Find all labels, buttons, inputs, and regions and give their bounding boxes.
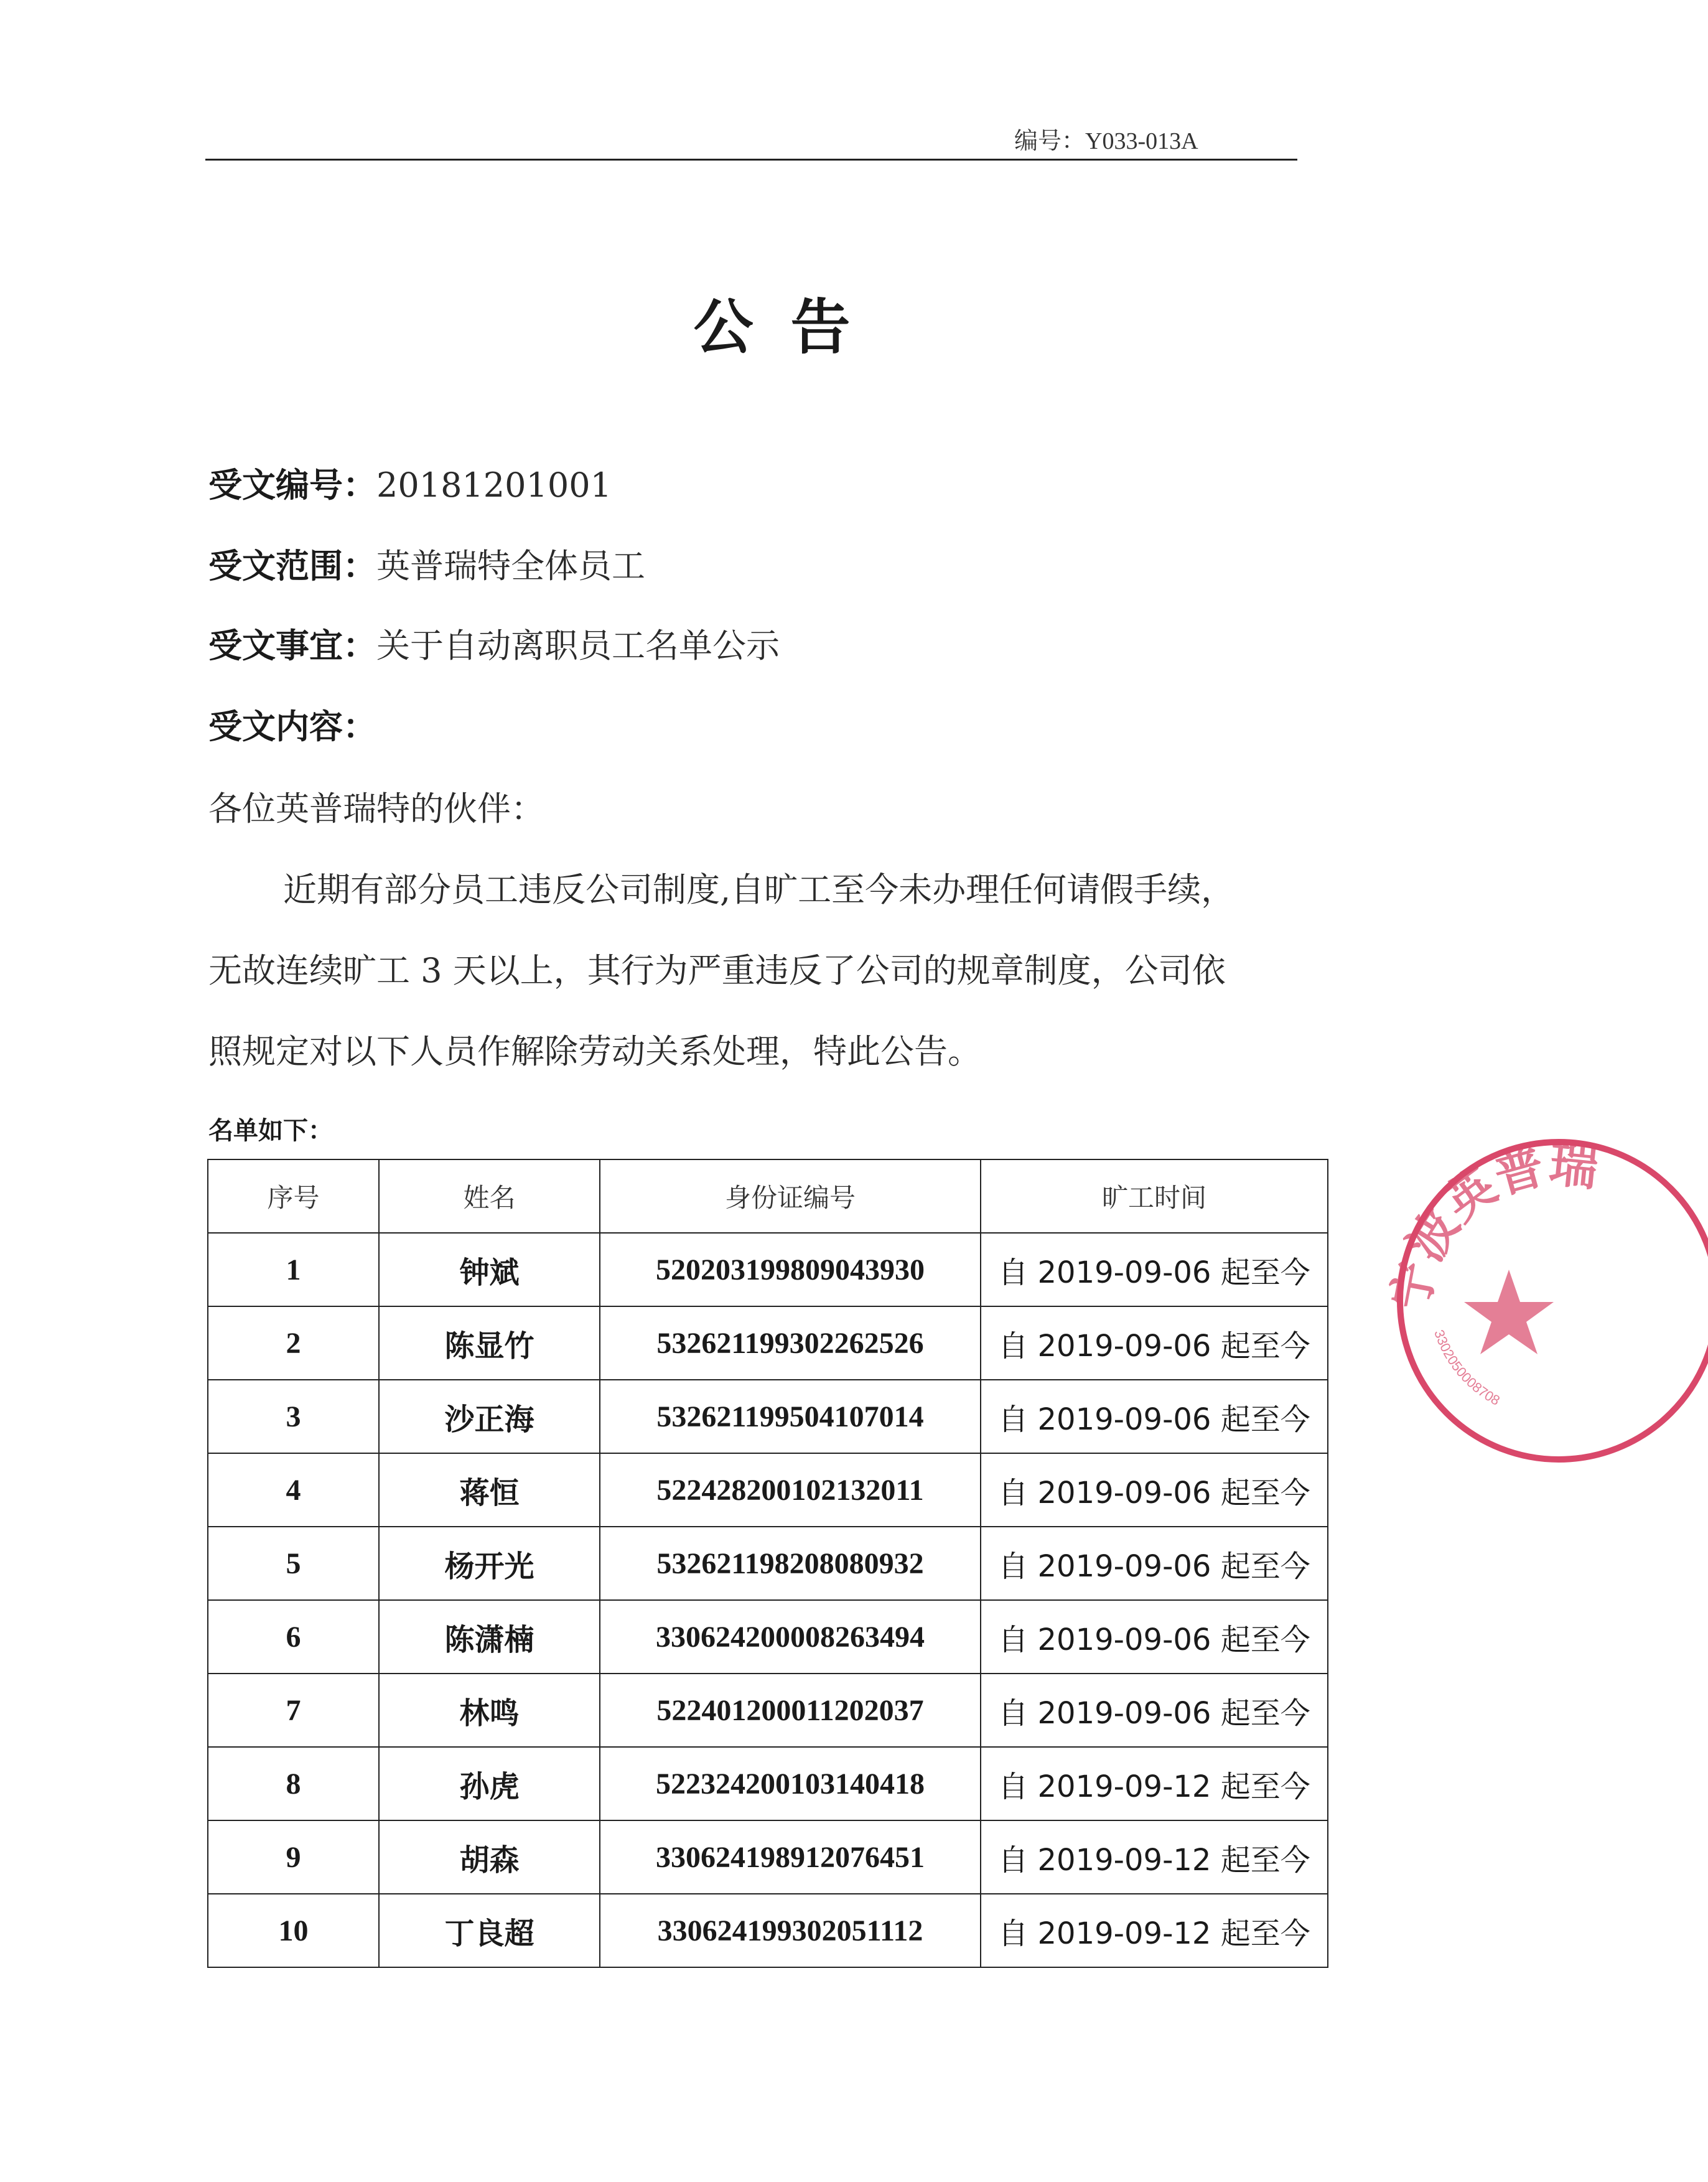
meta-scope <box>208 545 645 588</box>
cell-time: 自 2019-09-06 起至今 <box>981 1380 1328 1453</box>
cell-name: 陈显竹 <box>379 1306 600 1380</box>
meta-content <box>208 705 376 749</box>
cell-no: 1 <box>208 1233 379 1306</box>
cell-id: 330624199302051112 <box>600 1894 981 1967</box>
cell-name: 孙虎 <box>379 1747 600 1820</box>
greeting: 各位英普瑞特的伙伴： <box>208 789 544 828</box>
list-heading: 名单如下： <box>208 1117 333 1145</box>
cell-id: 520203199809043930 <box>600 1233 981 1306</box>
cell-id: 532621199302262526 <box>600 1306 981 1380</box>
meta-number-value: 20181201001 <box>376 466 612 505</box>
cell-name: 蒋恒 <box>379 1453 600 1527</box>
cell-name: 林鸣 <box>379 1674 600 1747</box>
employee-table <box>207 1159 1328 1968</box>
meta-content-label: 受文内容： <box>208 707 376 746</box>
body-line-3: 照规定对以下人员作解除劳动关系处理，特此公告。 <box>208 1032 981 1071</box>
header-time: 旷工时间 <box>981 1159 1328 1233</box>
seal-text: 宁波英普瑞 <box>1382 1136 1601 1316</box>
cell-no: 2 <box>208 1306 379 1380</box>
cell-name: 胡森 <box>379 1820 600 1894</box>
cell-time: 自 2019-09-06 起至今 <box>981 1527 1328 1600</box>
cell-id: 522428200102132011 <box>600 1453 981 1527</box>
seal-number: 3302050008708 <box>1431 1327 1503 1408</box>
table-row <box>208 1306 1328 1380</box>
cell-time: 自 2019-09-12 起至今 <box>981 1820 1328 1894</box>
cell-time: 自 2019-09-12 起至今 <box>981 1747 1328 1820</box>
cell-time: 自 2019-09-06 起至今 <box>981 1306 1328 1380</box>
table-row <box>208 1233 1328 1306</box>
table-row <box>208 1894 1328 1967</box>
header-divider <box>205 159 1297 161</box>
cell-name: 丁良超 <box>379 1894 600 1967</box>
body-line-1: 近期有部分员工违反公司制度,自旷工至今未办理任何请假手续， <box>283 870 1235 909</box>
document-code: 编号：Y033-013A <box>1014 128 1198 154</box>
table-row <box>208 1527 1328 1600</box>
meta-subject <box>208 624 780 668</box>
seal-star-icon <box>1464 1270 1554 1354</box>
header-name: 姓名 <box>379 1159 600 1233</box>
cell-name: 陈潇楠 <box>379 1600 600 1674</box>
cell-time: 自 2019-09-12 起至今 <box>981 1894 1328 1967</box>
header-no: 序号 <box>208 1159 379 1233</box>
cell-no: 4 <box>208 1453 379 1527</box>
table-row <box>208 1600 1328 1674</box>
cell-time: 自 2019-09-06 起至今 <box>981 1233 1328 1306</box>
meta-subject-value: 关于自动离职员工名单公示 <box>376 626 780 665</box>
body-line-2: 无故连续旷工 3 天以上，其行为严重违反了公司的规章制度，公司依 <box>208 951 1226 990</box>
cell-no: 3 <box>208 1380 379 1453</box>
meta-scope-label: 受文范围： <box>208 546 376 586</box>
cell-id: 522324200103140418 <box>600 1747 981 1820</box>
header-id: 身份证编号 <box>600 1159 981 1233</box>
cell-no: 5 <box>208 1527 379 1600</box>
cell-id: 532621199504107014 <box>600 1380 981 1453</box>
cell-name: 沙正海 <box>379 1380 600 1453</box>
cell-no: 7 <box>208 1674 379 1747</box>
company-seal <box>1360 1126 1708 1475</box>
table-row <box>208 1674 1328 1747</box>
cell-id: 330624198912076451 <box>600 1820 981 1894</box>
meta-number-label: 受文编号： <box>208 466 376 505</box>
cell-no: 8 <box>208 1747 379 1820</box>
meta-subject-label: 受文事宜： <box>208 626 376 665</box>
meta-scope-value: 英普瑞特全体员工 <box>376 546 645 586</box>
cell-name: 钟斌 <box>379 1233 600 1306</box>
cell-time: 自 2019-09-06 起至今 <box>981 1453 1328 1527</box>
cell-time: 自 2019-09-06 起至今 <box>981 1600 1328 1674</box>
cell-id: 532621198208080932 <box>600 1527 981 1600</box>
table-header-row <box>208 1159 1328 1233</box>
cell-time: 自 2019-09-06 起至今 <box>981 1674 1328 1747</box>
table-row <box>208 1820 1328 1894</box>
meta-number <box>208 464 612 507</box>
table-row <box>208 1380 1328 1453</box>
cell-no: 9 <box>208 1820 379 1894</box>
cell-id: 330624200008263494 <box>600 1600 981 1674</box>
cell-no: 6 <box>208 1600 379 1674</box>
page-title: 公告 <box>693 293 888 362</box>
table-row <box>208 1747 1328 1820</box>
cell-no: 10 <box>208 1894 379 1967</box>
cell-name: 杨开光 <box>379 1527 600 1600</box>
cell-id: 522401200011202037 <box>600 1674 981 1747</box>
table-row <box>208 1453 1328 1527</box>
